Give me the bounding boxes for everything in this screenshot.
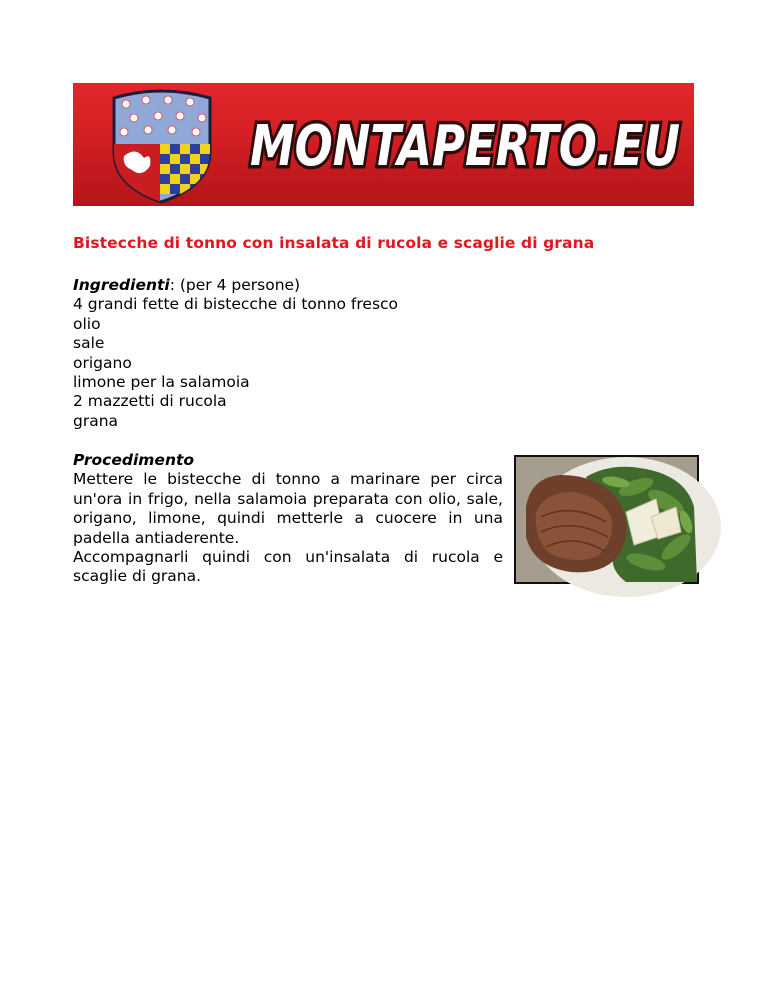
ingredient-item: olio (73, 314, 101, 333)
ingredient-item: 4 grandi fette di bistecche di tonno fresco (73, 295, 399, 314)
site-logo-wordmark (243, 97, 688, 197)
ingredient-item: limone per la salamoia (73, 373, 250, 392)
dish-photo (514, 455, 699, 584)
procedure-paragraph: Accompagnarli quindi con un'insalata di rucola e scaglie di grana. (73, 548, 503, 586)
svg-text:MONTAPERTO.EU: MONTAPERTO.EU (250, 114, 680, 179)
procedure-heading: Procedimento (73, 451, 195, 469)
ingredient-item: origano (73, 353, 132, 372)
recipe-title: Bistecche di tonno con insalata di rucola e scaglie di grana (73, 234, 595, 252)
procedure-section (73, 451, 503, 587)
ingredients-section (73, 276, 503, 431)
ingredients-heading (73, 276, 503, 295)
site-banner (73, 83, 694, 206)
ingredient-item: 2 mazzetti di rucola (73, 392, 227, 411)
tuna-steak-salad-image (516, 457, 697, 582)
coat-of-arms-logo (106, 86, 216, 204)
ingredient-item: sale (73, 334, 105, 353)
procedure-paragraph: Mettere le bistecche di tonno a marinare per circa un'ora in frigo, nella salamoia preparata con olio, sale, origano, limone, quindi metterle a cuocere in una padella antiaderente. (73, 470, 503, 547)
ingredients-label: Ingredienti (73, 276, 170, 294)
ingredient-item: grana (73, 411, 119, 430)
servings-note: : (per 4 persone) (169, 276, 301, 294)
